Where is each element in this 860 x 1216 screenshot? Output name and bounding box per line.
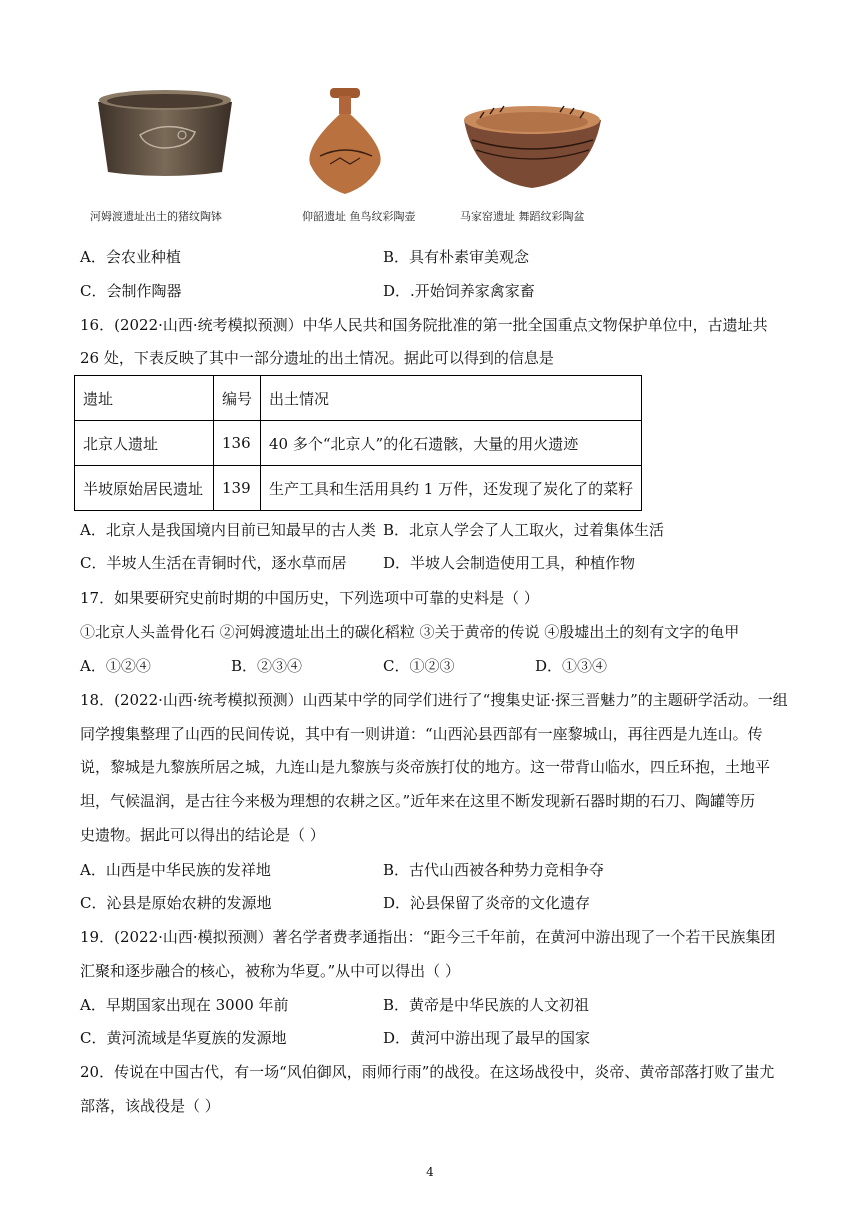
question-16-stem: 26 处，下表反映了其中一部分遗址的出土情况。据此可以得到的信息是: [80, 349, 554, 367]
table-row: [75, 466, 642, 511]
table-header: 出土情况: [261, 376, 642, 421]
pottery-basin-icon: [460, 100, 605, 195]
option-d[interactable]: D．.开始饲养家禽家畜: [383, 282, 535, 300]
page-number: 4: [426, 1165, 434, 1179]
question-19-stem: 19．(2022·山西·模拟预测）著名学者费孝通指出：“距今三千年前，在黄河中游出现了一个若干民族集团: [80, 928, 776, 946]
option-d[interactable]: D．①③④: [535, 657, 608, 675]
table-cell: 生产工具和生活用具约 1 万件，还发现了炭化了的菜籽: [261, 466, 642, 511]
question-20-stem: 部落，该战役是（ ）: [80, 1097, 220, 1115]
question-17-stem: 17．如果要研究史前时期的中国历史，下列选项中可靠的史料是（ ）: [80, 589, 539, 607]
table-header: 编号: [214, 376, 261, 421]
question-20-stem: 20．传说在中国古代，有一场“风伯御风，雨师行雨”的战役。在这场战役中，炎帝、黄帝部落打败了蚩尤: [80, 1063, 775, 1081]
dance-basin-image: [460, 100, 605, 195]
option-c[interactable]: C．黄河流域是华夏族的发源地: [80, 1029, 287, 1047]
figure-caption: 河姆渡遗址出土的猪纹陶钵: [90, 210, 222, 223]
question-18-stem: 说，黎城是九黎族所居之城，九连山是九黎族与炎帝族打仗的地方。这一带背山临水，四丘环抱，土地平: [80, 758, 771, 776]
figure-caption: 仰韶遗址 鱼鸟纹彩陶壶: [302, 210, 416, 223]
table-cell: 40 多个“北京人”的化石遗骸，大量的用火遗迹: [261, 421, 642, 466]
table-header-row: [75, 376, 642, 421]
option-c[interactable]: C．半坡人生活在青铜时代，逐水草而居: [80, 554, 347, 572]
option-a[interactable]: A．①②④: [80, 657, 151, 675]
question-18-stem: 史遗物。据此可以得出的结论是（ ）: [80, 826, 325, 844]
pottery-bowl-icon: [90, 80, 240, 180]
option-a[interactable]: A．会农业种植: [80, 248, 181, 266]
excavation-table: [74, 375, 642, 511]
table-row: [75, 421, 642, 466]
artifact-figures: [80, 80, 640, 230]
table-header: 遗址: [75, 376, 214, 421]
option-d[interactable]: D．黄河中游出现了最早的国家: [383, 1029, 591, 1047]
pig-pattern-bowl-image: [90, 80, 240, 180]
option-d[interactable]: D．半坡人会制造使用工具，种植作物: [383, 554, 636, 572]
option-b[interactable]: B．具有朴素审美观念: [383, 248, 530, 266]
option-b[interactable]: B．黄帝是中华民族的人文初祖: [383, 996, 590, 1014]
option-a[interactable]: A．早期国家出现在 3000 年前: [80, 996, 289, 1014]
option-c[interactable]: C．沁县是原始农耕的发源地: [80, 894, 272, 912]
question-17-items: ①北京人头盖骨化石 ②河姆渡遗址出土的碳化稻粒 ③关于黄帝的传说 ④殷墟出土的刻有文字的龟甲: [80, 623, 740, 641]
option-a[interactable]: A．山西是中华民族的发祥地: [80, 861, 271, 879]
fish-bird-pot-image: [300, 86, 390, 206]
option-b[interactable]: B．北京人学会了人工取火，过着集体生活: [383, 521, 665, 539]
option-b[interactable]: B．②③④: [231, 657, 303, 675]
question-16-stem: 16．(2022·山西·统考模拟预测）中华人民共和国务院批准的第一批全国重点文物保护单位中，古遗址共: [80, 316, 768, 334]
question-19-stem: 汇聚和逐步融合的核心，被称为华夏。”从中可以得出（ ）: [80, 962, 460, 980]
option-a[interactable]: A．北京人是我国境内目前已知最早的古人类: [80, 521, 376, 539]
figure-caption: 马家窑遗址 舞蹈纹彩陶盆: [460, 210, 585, 223]
table-cell: 半坡原始居民遗址: [75, 466, 214, 511]
question-18-stem: 同学搜集整理了山西的民间传说，其中有一则讲道：“山西沁县西部有一座黎城山，再往西是九连山。传: [80, 725, 763, 743]
table-cell: 139: [214, 466, 261, 511]
question-18-stem: 坦，气候温润，是古往今来极为理想的农耕之区。”近年来在这里不断发现新石器时期的石刀、陶罐等历: [80, 792, 756, 810]
option-d[interactable]: D．沁县保留了炎帝的文化遗存: [383, 894, 591, 912]
pottery-pot-icon: [300, 86, 390, 206]
table-cell: 北京人遗址: [75, 421, 214, 466]
option-b[interactable]: B．古代山西被各种势力竞相争夺: [383, 861, 605, 879]
question-18-stem: 18．(2022·山西·统考模拟预测）山西某中学的同学们进行了“搜集史证·探三晋魅力”的主题研学活动。一组: [80, 691, 788, 709]
option-c[interactable]: C．会制作陶器: [80, 282, 182, 300]
table-cell: 136: [214, 421, 261, 466]
option-c[interactable]: C．①②③: [383, 657, 455, 675]
